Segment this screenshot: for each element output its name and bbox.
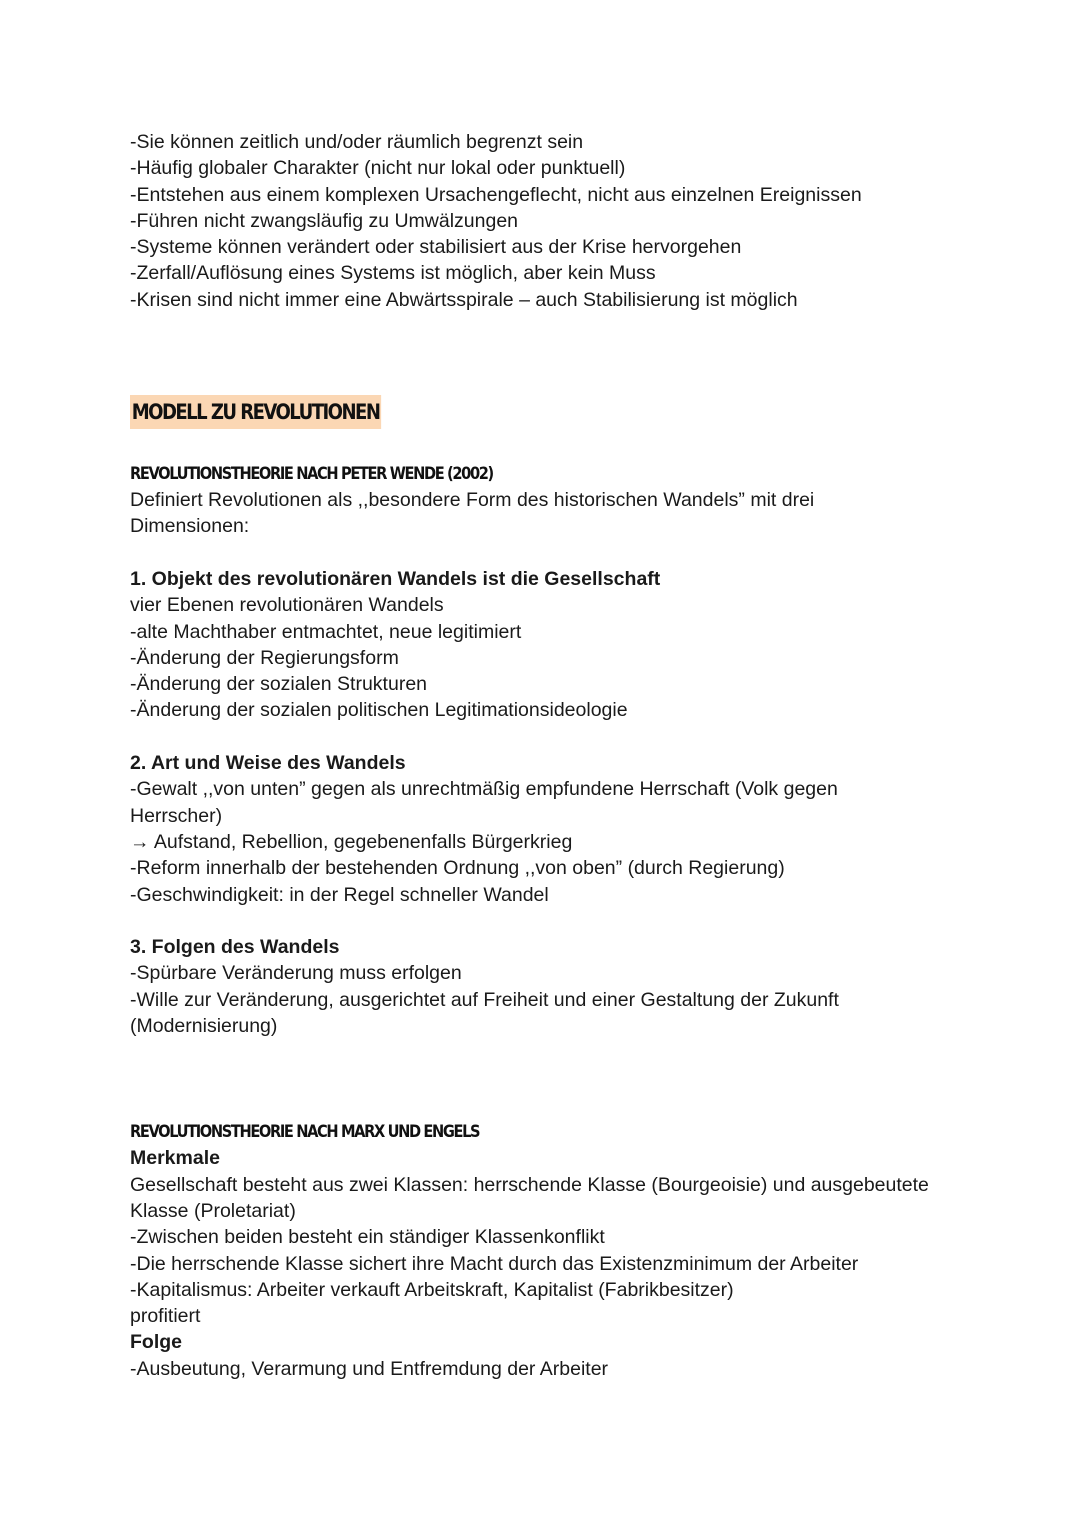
list-item: Klasse (Proletariat) [130,1199,296,1222]
list-item: -Sie können zeitlich und/oder räumlich begrenzt sein [130,131,584,153]
intro-list [130,129,990,313]
folge-title: Folge [130,1331,182,1354]
list-item: -Entstehen aus einem komplexen Ursachengeflecht, nicht aus einzelnen Ereignissen [130,183,862,206]
list-item: -Spürbare Veränderung muss erfolgen [130,962,462,985]
list-item: → Aufstand, Rebellion, gegebenenfalls Bürgerkrieg [130,830,573,853]
list-item: vier Ebenen revolutionären Wandels [130,594,444,617]
spacer [130,540,990,566]
list-item: -Ausbeutung, Verarmung und Entfremdung der Arbeiter [130,1357,609,1380]
wende-intro-line: Dimensionen: [130,515,250,538]
list-item: Gesellschaft besteht aus zwei Klassen: herrschende Klasse (Bourgeoisie) und ausgebeutete [130,1173,929,1196]
wende-heading: REVOLUTIONSTHEORIE NACH PETER WENDE (2002) [130,464,493,485]
document-page [130,129,990,1382]
list-item: -Die herrschende Klasse sichert ihre Macht durch das Existenzminimum der Arbeiter [130,1252,859,1275]
section-3-title: 3. Folgen des Wandels [130,936,340,959]
list-item: -Änderung der sozialen Strukturen [130,673,428,696]
list-item: -Gewalt ,,von unten” gegen als unrechtmäßig empfundene Herrschaft (Volk gegen [130,778,838,801]
list-item: -Kapitalismus: Arbeiter verkauft Arbeitskraft, Kapitalist (Fabrikbesitzer) [130,1278,734,1301]
list-item: (Modernisierung) [130,1015,278,1038]
list-item: profitiert [130,1305,201,1328]
list-item: -Änderung der Regierungsform [130,646,399,669]
list-item: -Zerfall/Auflösung eines Systems ist möglich, aber kein Muss [130,262,656,285]
merkmale-title: Merkmale [130,1147,220,1170]
wende-intro-line: Definiert Revolutionen als ,,besondere Form des historischen Wandels” mit drei [130,489,815,512]
list-item: -Häufig globaler Charakter (nicht nur lokal oder punktuell) [130,157,626,180]
list-item: -alte Machthaber entmachtet, neue legitimiert [130,620,522,643]
list-item: -Zwischen beiden besteht ein ständiger Klassenkonflikt [130,1226,605,1249]
section-2-title: 2. Art und Weise des Wandels [130,752,406,775]
list-item: -Führen nicht zwangsläufig zu Umwälzungen [130,209,519,232]
list-item: -Reform innerhalb der bestehenden Ordnung ,,von oben” (durch Regierung) [130,857,785,880]
wende-section [130,461,990,1039]
marx-heading: REVOLUTIONSTHEORIE NACH MARX UND ENGELS [130,1122,480,1143]
list-item: -Änderung der sozialen politischen Legitimationsideologie [130,699,628,722]
main-heading-container [130,395,990,435]
main-heading: MODELL ZU REVOLUTIONEN [130,395,381,429]
spacer [130,908,990,934]
list-item: -Systeme können verändert oder stabilisiert aus der Krise hervorgehen [130,236,742,259]
list-item: Herrscher) [130,804,223,827]
list-item: -Wille zur Veränderung, ausgerichtet auf Freiheit und einer Gestaltung der Zukunft [130,988,839,1011]
section-1-title: 1. Objekt des revolutionären Wandels ist die Gesellschaft [130,567,661,590]
list-item: -Geschwindigkeit: in der Regel schneller Wandel [130,883,549,906]
spacer [130,724,990,750]
list-item: -Krisen sind nicht immer eine Abwärtsspirale – auch Stabilisierung ist möglich [130,288,798,311]
marx-section [130,1119,990,1382]
